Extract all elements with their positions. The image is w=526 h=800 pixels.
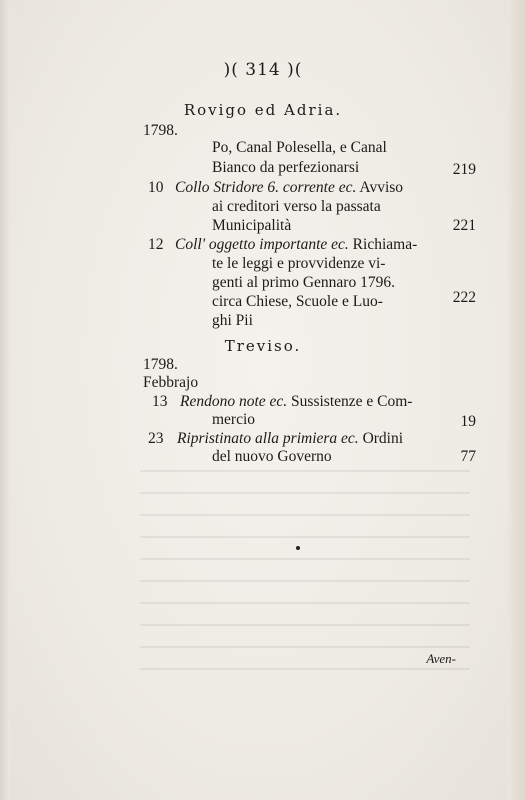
entry-line-rest: Sussistenze e Com- [287,393,413,410]
page-edge-left [0,0,10,800]
entry-line: mercio [212,411,256,428]
entry-line [175,178,403,198]
page-edge-right [508,0,526,800]
entry-line [180,392,412,412]
entry-line: del nuovo Governo [212,448,332,465]
ink-dot [296,546,300,550]
entry-day: 10 [148,179,164,196]
entry-incipit: Rendono note ec. [180,393,288,410]
page-reference: 77 [460,448,476,465]
entry-line-rest: Avviso [356,179,404,196]
entry-line [177,429,403,449]
section-title-treviso: Treviso. [224,337,302,355]
section-year: 1798. [143,122,178,139]
entry-line: circa Chiese, Scuole e Luo- [212,293,383,310]
entry-incipit: Ripristinato alla primiera ec. [177,430,359,447]
entry-incipit: Coll' oggetto importante ec. [175,236,349,253]
entry-line: Bianco da perfezionarsi [212,159,360,176]
entry-line-rest: Richiama- [348,236,418,253]
entry-incipit: Collo Stridore 6. corrente ec. [175,179,357,196]
entry-line: te le leggi e provvidenze vi- [212,255,386,272]
section-title-rovigo: Rovigo ed Adria. [183,101,343,119]
section-month: Febbrajo [143,374,199,391]
bleed-through-text [140,470,470,690]
section-year: 1798. [143,356,178,373]
entry-line: genti al primo Gennaro 1796. [212,274,395,291]
entry-line [175,235,417,255]
page-reference: 222 [452,289,476,306]
page-reference: 221 [452,217,476,234]
entry-day: 23 [148,430,164,447]
entry-line: ai creditori verso la passata [212,198,381,215]
page-number: )( 314 )( [223,60,303,80]
entry-line: Municipalità [212,217,292,234]
page-reference: 19 [460,413,476,430]
entry-day: 13 [152,393,168,410]
catchword: Aven- [426,651,456,666]
entry-day: 12 [148,236,164,253]
entry-line: ghi Pii [212,312,253,329]
entry-line: Po, Canal Polesella, e Canal [212,139,387,156]
page-reference: 219 [452,161,476,178]
entry-line-rest: Ordini [358,430,404,447]
